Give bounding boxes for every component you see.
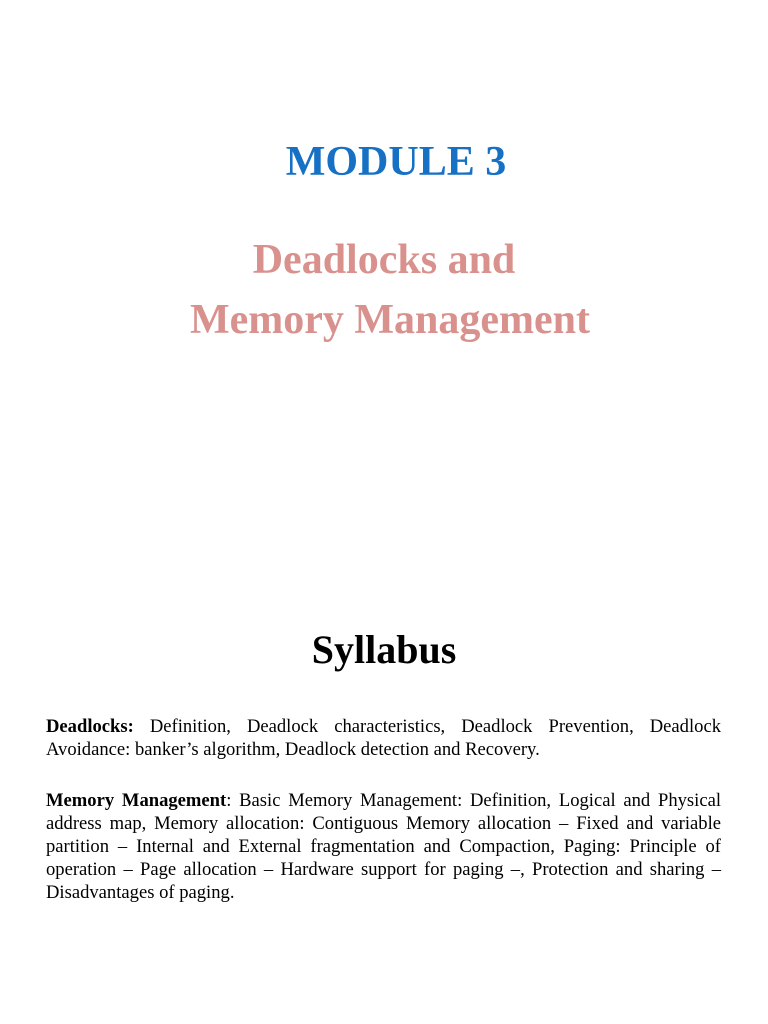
memory-management-paragraph bbox=[46, 789, 721, 904]
syllabus-heading: Syllabus bbox=[311, 627, 457, 672]
module-title: MODULE 3 bbox=[285, 139, 507, 185]
memory-management-text: : Basic Memory Management: Definition, Logical and Physical address map, Memory allocation: Contiguous Memory allocation – Fixed and variable partition – Internal and External fragmentation and Compaction, Paging: Principle of operation – Page allocation – Hardware support for paging –, Protection and sharing – Disadvantages of paging. bbox=[46, 790, 721, 903]
deadlocks-paragraph bbox=[46, 715, 721, 761]
memory-management-label: Memory Management bbox=[46, 790, 227, 811]
subtitle-line-1: Deadlocks and bbox=[252, 237, 516, 283]
subtitle-line-2: Memory Management bbox=[189, 297, 591, 343]
deadlocks-text: Definition, Deadlock characteristics, Deadlock Prevention, Deadlock Avoidance: banker’s algorithm, Deadlock detection and Recovery. bbox=[46, 716, 721, 760]
deadlocks-label: Deadlocks: bbox=[46, 716, 134, 737]
